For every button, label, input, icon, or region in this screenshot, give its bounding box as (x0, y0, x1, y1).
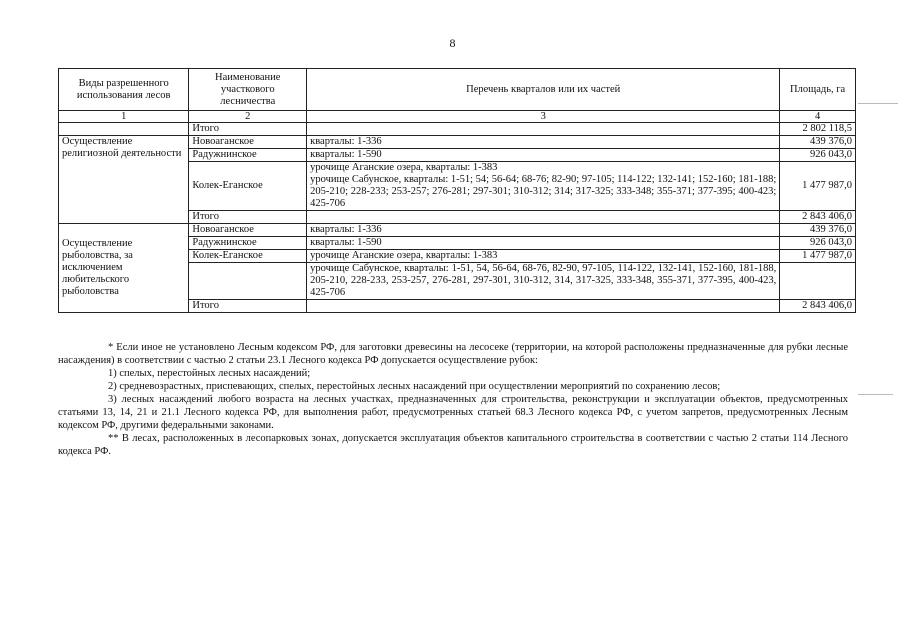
forestry-name: Радужнинское (189, 149, 307, 162)
column-number: 4 (780, 111, 856, 123)
quarters-list: урочище Аганские озера, кварталы: 1-383 (307, 250, 780, 263)
footnote-item-1: 1) спелых, перестойных лесных насаждений; (108, 368, 311, 379)
area-value: 926 043,0 (780, 237, 856, 250)
footnote-2: ** В лесах, расположенных в лесопарковых зонах, допускается эксплуатация объектов капитального строительства в соответствии с частью 2 статьи 114 Лесного кодекса РФ. (58, 433, 848, 457)
forestry-name: Новоаганское (189, 224, 307, 237)
table-row (59, 136, 856, 149)
quarters-list: кварталы: 1-336 (307, 136, 780, 149)
quarters-list: кварталы: 1-590 (307, 149, 780, 162)
table-row (59, 224, 856, 237)
scan-artifact (858, 103, 898, 104)
forestry-name (189, 263, 307, 300)
use-type-cell: Осуществление религиозной деятельности (59, 136, 189, 224)
forestry-name: Колек-Еганское (189, 250, 307, 263)
quarters-list: урочище Аганские озера, кварталы: 1-383 (307, 162, 780, 175)
quarters-list: урочище Сабунское, кварталы: 1-51; 54; 56-64; 68-76; 82-90; 97-105; 114-122; 132-141; 152-160; 181-188; 205-210; 228-233; 253-257; 276-281; 297-301; 310-312; 314; 317-325; 333-348; 355-371; 377-395; 400-423; 425-706 (307, 174, 780, 211)
column-number-row (59, 111, 856, 123)
area-value: 1 477 987,0 (780, 162, 856, 211)
use-type-cell: Осуществление рыболовства, за исключением любительского рыболовства (59, 224, 189, 313)
total-label: Итого (189, 211, 307, 224)
quarters-list: кварталы: 1-590 (307, 237, 780, 250)
column-number: 1 (59, 111, 189, 123)
footnote-item-3: 3) лесных насаждений любого возраста на лесных участках, предназначенных для строительства, реконструкции и эксплуатации объектов, предусмотренных статьями 13, 14, 21 и 21.1 Лесного кодекса РФ, для выполнения работ, предусмотренных статьей 68.3 Лесного кодекса РФ, с учетом запретов, предусмотренных Лесным кодексом РФ, другими федеральными законами. (58, 394, 848, 431)
column-number: 3 (307, 111, 780, 123)
header-quarters: Перечень кварталов или их частей (307, 69, 780, 111)
area-value: 439 376,0 (780, 224, 856, 237)
quarters-list: кварталы: 1-336 (307, 224, 780, 237)
footnotes (58, 341, 848, 458)
total-row (59, 123, 856, 136)
forestry-name: Колек-Еганское (189, 162, 307, 211)
footnote-item-2: 2) средневозрастных, приспевающих, спелых, перестойных лесных насаждений при осуществлении мероприятий по сохранению лесов; (108, 381, 721, 392)
header-forestry: Наименование участкового лесничества (189, 69, 307, 111)
total-label: Итого (189, 123, 307, 136)
page-number: 8 (449, 36, 456, 50)
area-value: 439 376,0 (780, 136, 856, 149)
table-header-row (59, 69, 856, 111)
forestry-name: Радужнинское (189, 237, 307, 250)
column-number: 2 (189, 111, 307, 123)
area-value (780, 263, 856, 300)
total-area: 2 843 406,0 (780, 211, 856, 224)
scan-artifact (858, 394, 893, 395)
footnote-1: * Если иное не установлено Лесным кодексом РФ, для заготовки древесины на лесосеке (территории, на которой расположены предназначенные для рубки лесные насаждения) в соответствии с частью 2 статьи 23.1 Лесного кодекса РФ допускается осуществление рубок: (58, 342, 848, 366)
forestry-name: Новоаганское (189, 136, 307, 149)
quarters-list: урочище Сабунское, кварталы: 1-51, 54, 56-64, 68-76, 82-90, 97-105, 114-122, 132-141, 152-160, 181-188, 205-210, 228-233, 253-257, 276-281, 297-301, 310-312, 314, 317-325, 333-348, 355-371, 377-395, 400-423, 425-706 (307, 263, 780, 300)
header-area: Площадь, га (780, 69, 856, 111)
area-value: 1 477 987,0 (780, 250, 856, 263)
total-area: 2 802 118,5 (780, 123, 856, 136)
header-use: Виды разрешенного использования лесов (59, 69, 189, 111)
total-label: Итого (189, 300, 307, 313)
total-area: 2 843 406,0 (780, 300, 856, 313)
forest-use-table (58, 68, 856, 313)
area-value: 926 043,0 (780, 149, 856, 162)
